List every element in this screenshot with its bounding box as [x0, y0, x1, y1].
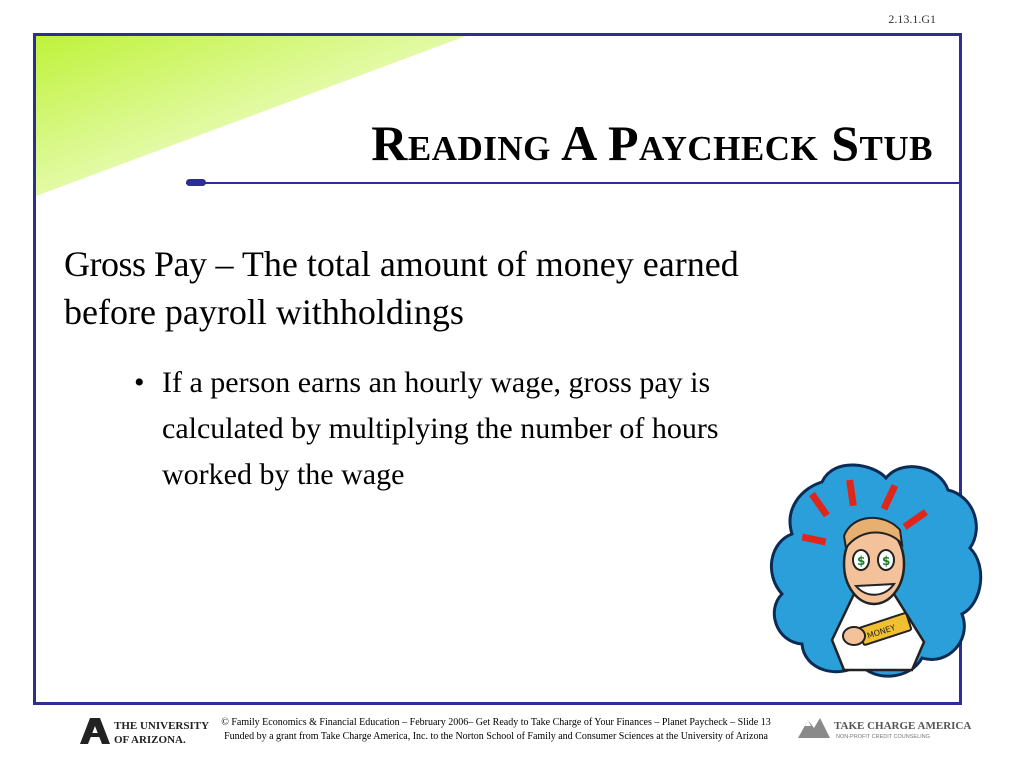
definition-text: The total amount of money earned before payroll withholdings: [64, 244, 739, 332]
university-of-arizona-logo: [80, 716, 210, 746]
slide-id: 2.13.1.G1: [888, 12, 936, 26]
svg-text:$: $: [857, 554, 866, 568]
money-man-clipart: [762, 444, 987, 684]
ua-logo-line2: OF ARIZONA.: [114, 734, 186, 746]
definition-paragraph: [64, 240, 754, 336]
definition-dash: –: [206, 244, 242, 284]
tca-logo-sub: NON-PROFIT CREDIT COUNSELING: [836, 734, 930, 740]
title-underline-dot: [186, 179, 206, 186]
title-underline: [186, 182, 959, 184]
definition-term: Gross Pay: [64, 244, 207, 284]
footer-credits: [200, 716, 792, 744]
slide-frame: [33, 33, 962, 705]
svg-text:$: $: [882, 554, 891, 568]
footer-line2: Funded by a grant from Take Charge America, Inc. to the Norton School of Family and Consumer Sciences at the University of Arizona: [224, 731, 768, 742]
slide-title: Reading A Paycheck Stub: [371, 115, 933, 171]
footer-line1: © Family Economics & Financial Education – February 2006– Get Ready to Take Charge of Your Finances – Planet Paycheck – Slide 13: [221, 717, 771, 728]
block-a-icon: [80, 718, 110, 744]
bullet-item: [134, 360, 734, 498]
tca-logo-name: TAKE CHARGE AMERICA: [834, 720, 972, 732]
bullet-mark: •: [134, 366, 145, 399]
take-charge-america-logo: [798, 714, 972, 742]
money-card-label: MONEY: [866, 623, 897, 641]
bullet-text: If a person earns an hourly wage, gross pay is calculated by multiplying the number of hours worked by the wage: [162, 366, 719, 491]
mountain-icon: [798, 718, 830, 738]
ua-logo-line1: THE UNIVERSITY: [114, 720, 210, 732]
